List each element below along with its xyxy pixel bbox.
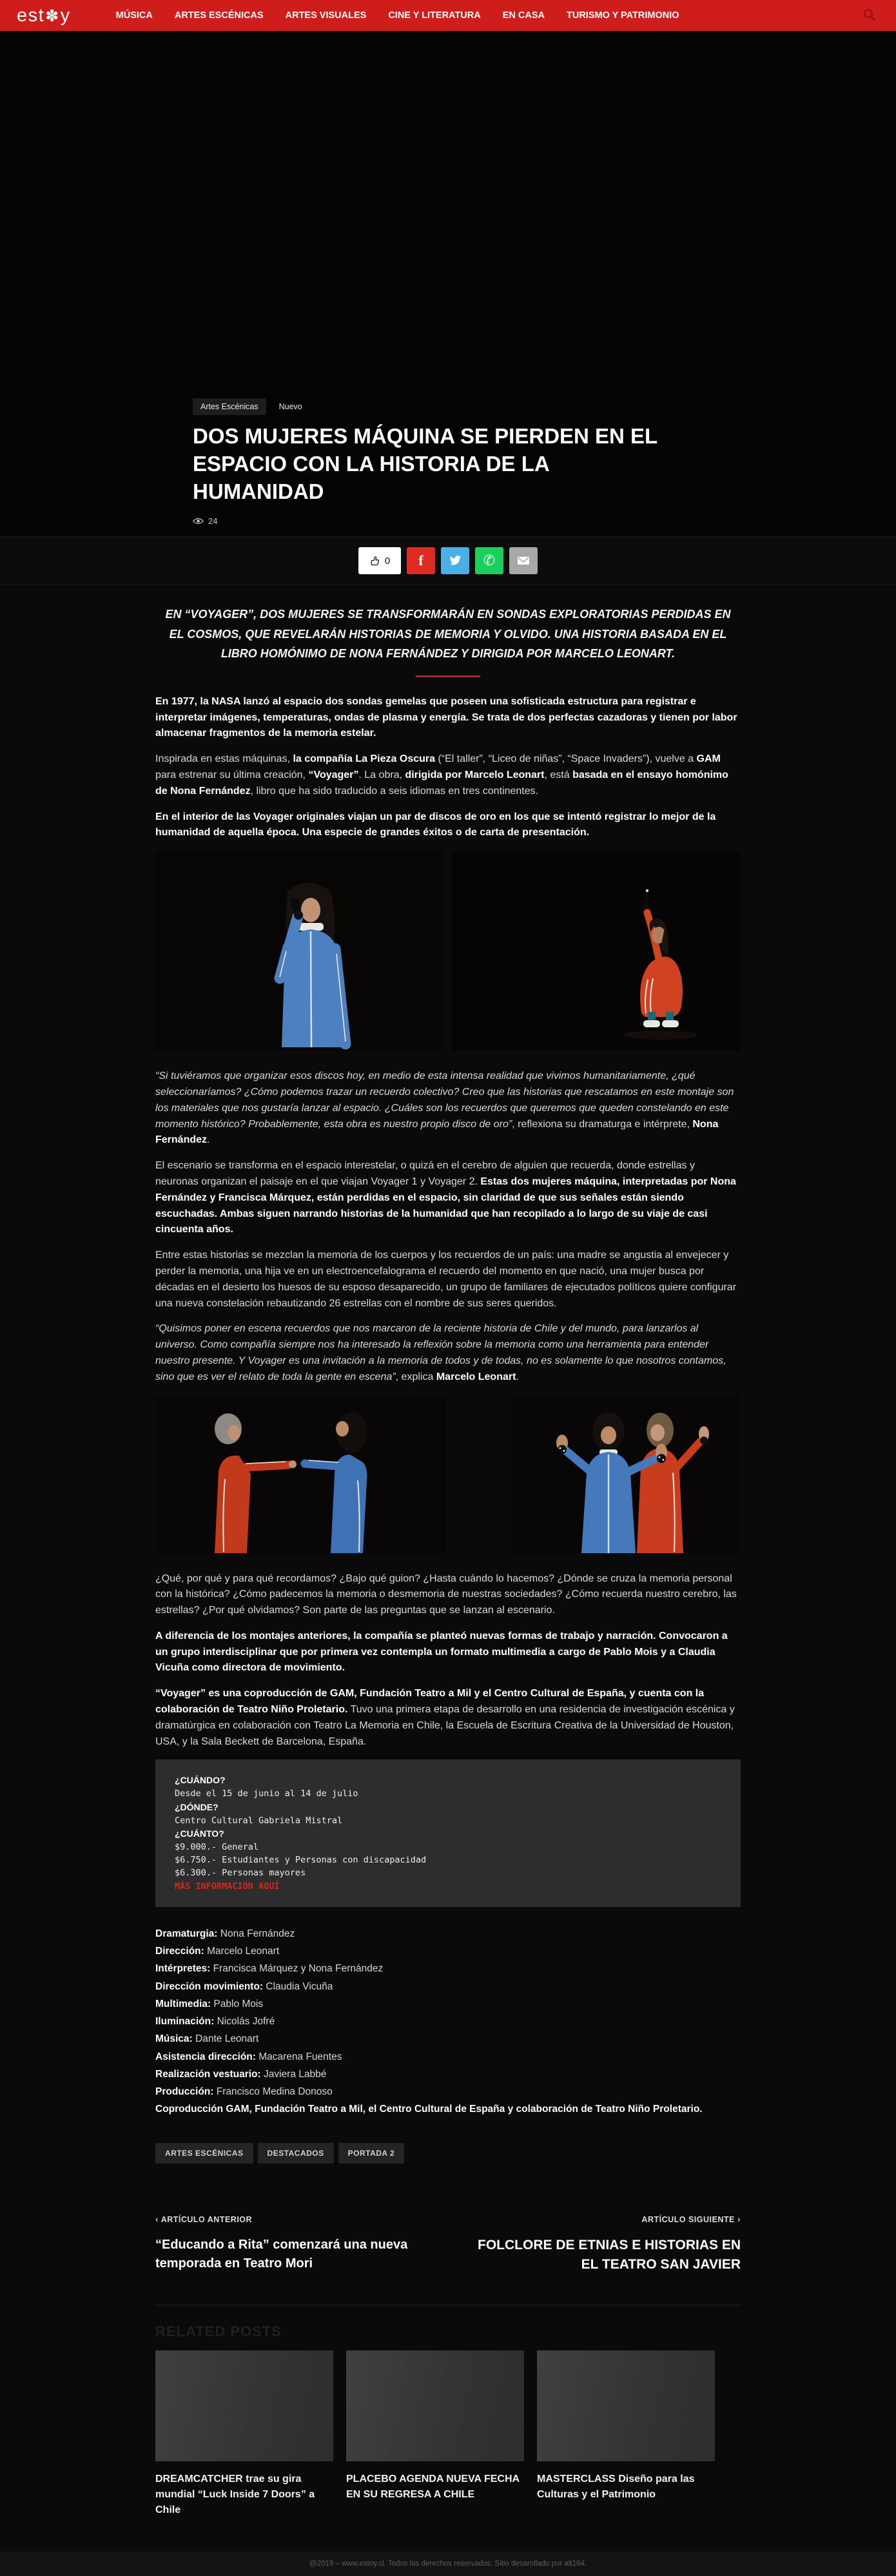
share-bar — [0, 536, 896, 585]
article-paragraph: Inspirada en estas máquinas, la compañía La Pieza Oscura (“El taller”, “Liceo de niñas”, “Space Invaders”), vuelve a GAM para estrenar su última creación, “Voyager”. La obra, dirigida por Marcelo Leonart, está basada en el ensayo homónimo de Nona Fernández, libro que ha sido traducido a seis idiomas en tres continentes. — [155, 753, 728, 797]
related-post-card[interactable] — [346, 2350, 524, 2518]
chevron-left-icon: ‹ — [155, 2213, 159, 2224]
top-nav — [0, 0, 896, 31]
thumbs-up-icon — [369, 556, 380, 567]
tag-destacados[interactable]: DESTACADOS — [258, 2143, 334, 2164]
event-info-line: ¿CUÁNTO? — [175, 1828, 224, 1839]
copyright-text: @2019 – www.estoy.cl. Todos los derechos reservados. Sitio desarollado por alt164. — [309, 2559, 587, 2568]
menu-item-artes-visuales[interactable]: ARTES VISUALES — [285, 10, 367, 21]
site-footer — [0, 2552, 896, 2576]
whatsapp-share-button[interactable] — [475, 547, 503, 574]
related-post-title[interactable]: PLACEBO AGENDA NUEVA FECHA EN SU REGRESA A CHILE — [346, 2473, 520, 2500]
previous-article-title: “Educando a Rita” comenzará una nueva temporada en Teatro Mori — [155, 2237, 408, 2271]
next-article-link[interactable] — [465, 2214, 741, 2275]
article-paragraph: En el interior de las Voyager originales viajan un par de discos de oro en los que se intentó registrar lo mejor de la humanidad de aquella época. Una especie de grandes éxitos o de carta de presentación. — [155, 811, 716, 838]
credit-line: Dirección: Marcelo Leonart — [155, 1946, 280, 1957]
email-share-button[interactable] — [509, 547, 538, 574]
article-photo-performer-blue-phone — [155, 851, 444, 1051]
credit-line: Producción: Francisco Medina Donoso — [155, 2086, 333, 2098]
related-post-thumbnail[interactable] — [537, 2350, 715, 2461]
paragraph-group-1 — [155, 694, 741, 841]
whatsapp-icon: ✆ — [483, 552, 496, 568]
credit-line: Coproducción GAM, Fundación Teatro a Mil, el Centro Cultural de España y colaboración de Teatro Niño Proletario. — [155, 2104, 703, 2115]
article-body — [155, 585, 741, 2518]
site-logo[interactable] — [17, 6, 71, 25]
article-paragraph: Entre estas historias se mezclan la memoria de los cuerpos y los recuerdos de un país: una madre se angustia al envejecer y perder la memoria, una hija ve en un electroencefalograma el recuerdo del momento en que nació, una mujer busca por décadas en el desierto los huesos de su esposo desaparecido, un grupo de familiares de ejecutados políticos quiere configurar una nueva constelación rebautizando 26 estrellas con el nombre de sus seres queridos. — [155, 1250, 737, 1309]
envelope-icon — [517, 556, 530, 566]
related-post-title[interactable]: MASTERCLASS Diseño para las Culturas y el Patrimonio — [537, 2473, 695, 2500]
article-paragraph: “Voyager” es una coproducción de GAM, Fundación Teatro a Mil y el Centro Cultural de España, y cuenta con la colaboración de Teatro Niño Proletario. Tuvo una primera etapa de desarrollo en una residencia de investigación escénica y dramatúrgica en colaboración con Teatro La Memoria en Chile, la Escuela de Escritura Creativa de la Universidad de Houston, USA, y la Sala Beckett de Barcelona, España. — [155, 1688, 735, 1747]
view-count-value: 24 — [208, 516, 218, 526]
lead-divider — [416, 675, 480, 677]
main-menu-list — [116, 10, 679, 21]
credits-list — [155, 1926, 741, 2117]
credit-line: Realización vestuario: Javiera Labbé — [155, 2068, 327, 2080]
next-article-title: FOLCLORE DE ETNIAS E HISTORIAS EN EL TEATRO SAN JAVIER — [478, 2237, 741, 2272]
search-icon — [862, 8, 877, 22]
post-navigation — [155, 2214, 741, 2275]
related-post-thumbnail[interactable] — [346, 2350, 524, 2461]
event-info-line: $9.000.- General — [175, 1841, 259, 1852]
logo-flower-icon: ✽ — [45, 6, 60, 25]
logo-text-prefix: est — [17, 5, 45, 26]
menu-item-turismo-y-patrimonio[interactable]: TURISMO Y PATRIMONIO — [566, 10, 679, 21]
article-paragraph: “Quisimos poner en escena recuerdos que nos marcaron de la reciente historia de Chile y del mundo, para lanzarlos al universo. Como compañía siempre nos ha interesado la reflexión sobre la memoria como una herramienta para entender nuestro presente. Y Voyager es una invitación a la memoria de todos y de todas, no es solamente lo que nosotros contamos, sino que es ver el relato de toda la gente en escena”, explica Marcelo Leonart. — [155, 1323, 726, 1382]
main-menu — [116, 10, 679, 21]
menu-item-musica[interactable]: MÚSICA — [115, 10, 153, 21]
facebook-icon: f — [418, 552, 424, 568]
event-info-line: ¿CUÁNDO? — [175, 1775, 226, 1786]
article-photo-two-performers-palms — [511, 1395, 741, 1553]
article-paragraph: A diferencia de los montajes anteriores, la compañía se planteó nuevas formas de trabajo y narración. Convocaron a un grupo interdisciplinar que por primera vez contempla un formato multimedia a cargo de Pablo Mois y a Claudia Vicuña como directora de movimiento. — [155, 1630, 728, 1674]
logo-text-suffix: y — [60, 5, 71, 26]
breadcrumb-item-artes-escenicas[interactable]: Artes Escénicas — [193, 398, 266, 415]
twitter-icon — [449, 556, 462, 567]
chevron-right-icon: › — [737, 2213, 741, 2224]
article-paragraph: “Si tuviéramos que organizar esos discos hoy, en medio de esta intensa realidad que vivimos humanitariamente, ¿qué seleccionaríamos? ¿Cómo podemos trazar un recuerdo colectivo? Creo que las historias que rescatamos en este montaje son los materiales que nos gustaría lanzar al espacio. ¿Cuáles son los recuerdos que queremos que queden constelando en este momento histórico? Probablemente, esta obra es nuestro propio disco de oro”, reflexiona su dramaturga e intérprete, Nona Fernández. — [155, 1070, 734, 1146]
menu-item-en-casa[interactable]: EN CASA — [502, 10, 545, 21]
credit-line: Dirección movimiento: Claudia Vicuña — [155, 1980, 333, 1992]
credit-line: Dramaturgia: Nona Fernández — [155, 1928, 295, 1939]
related-post-title[interactable]: DREAMCATCHER trae su gira mundial “Luck Inside 7 Doors” a Chile — [155, 2473, 315, 2515]
related-post-card[interactable] — [537, 2350, 715, 2518]
twitter-share-button[interactable] — [441, 547, 469, 574]
previous-article-kicker: ‹ ARTÍCULO ANTERIOR — [155, 2213, 253, 2224]
article-paragraph: ¿Qué, por qué y para qué recordamos? ¿Bajo qué guion? ¿Hasta cuándo lo hacemos? ¿Dónde se cruza la memoria personal con la histórica? ¿Cómo padecemos la memoria o desmemoria de nuestras sociedades? ¿Cómo recuerda nuestro cerebro, las estrellas? ¿Por qué olvidamos? Son parte de las preguntas que se lanzan al escenario. — [155, 1573, 737, 1616]
article-photo-two-performers-facing — [155, 1395, 445, 1553]
page-title: DOS MUJERES MÁQUINA SE PIERDEN EN EL ESPACIO CON LA HISTORIA DE LA HUMANIDAD — [193, 424, 657, 504]
article-image-row-1 — [155, 851, 741, 1051]
article-photo-performer-red-pointing — [452, 851, 741, 1051]
related-post-card[interactable] — [155, 2350, 333, 2518]
next-article-kicker: ARTÍCULO SIGUIENTE › — [641, 2213, 741, 2224]
related-posts-heading: RELATED POSTS — [155, 2323, 282, 2339]
paragraph-group-2 — [155, 1069, 741, 1385]
menu-item-cine-y-literatura[interactable]: CINE Y LITERATURA — [388, 10, 481, 21]
article-paragraph: En 1977, la NASA lanzó al espacio dos sondas gemelas que poseen una sofisticada estructura para registrar e interpretar imágenes, temperaturas, ondas de plasma y energía. Se trata de dos perfectas cazadoras y tienen por labor almacenar fragmentos de la memoria estelar. — [155, 695, 737, 739]
view-count — [193, 516, 741, 526]
event-info-line: $6.300.- Personas mayores — [175, 1868, 306, 1879]
credit-line: Música: Dante Leonart — [155, 2033, 259, 2045]
tag-artes-escenicas[interactable]: ARTES ESCÉNICAS — [155, 2143, 253, 2164]
event-info-line: Centro Cultural Gabriela Mistral — [175, 1815, 343, 1826]
event-info-line: $6.750.- Estudiantes y Personas con discapacidad — [175, 1855, 427, 1866]
credit-line: Multimedia: Pablo Mois — [155, 1998, 264, 2009]
credit-line: Asistencia dirección: Macarena Fuentes — [155, 2051, 342, 2062]
related-post-thumbnail[interactable] — [155, 2350, 333, 2461]
related-posts — [155, 2350, 741, 2518]
article-lead: EN “VOYAGER”, DOS MUJERES SE TRANSFORMARÁN EN SONDAS EXPLORATORIAS PERDIDAS EN EL COSMOS, QUE REVELARÁN HISTORIAS DE MEMORIA Y OLVIDO. UNA HISTORIA BASADA EN EL LIBRO HOMÓNIMO DE NONA FERNÁNDEZ Y DIRIGIDA POR MARCELO LEONART. — [165, 608, 731, 661]
breadcrumb — [193, 398, 741, 415]
event-info-box — [155, 1759, 741, 1907]
credit-line: Iluminación: Nicolás Jofré — [155, 2016, 275, 2028]
paragraph-group-3 — [155, 1571, 741, 1750]
like-count: 0 — [384, 555, 391, 567]
breadcrumb-item-nuevo[interactable]: Nuevo — [278, 402, 302, 412]
previous-article-link[interactable] — [155, 2214, 431, 2275]
more-info-link[interactable]: MÁS INFORMACIÓN AQUÍ — [175, 1881, 280, 1892]
tag-list — [155, 2143, 741, 2164]
like-button[interactable] — [358, 547, 401, 574]
credit-line: Intérpretes: Francisca Márquez y Nona Fernández — [155, 1963, 384, 1975]
article-paragraph: El escenario se transforma en el espacio interestelar, o quizá en el cerebro de alguien que recuerda, donde estrellas y neuronas organizan el paisaje en el que viajan Voyager 1 y Voyager 2. Estas dos mujeres máquina, interpretadas por Nona Fernández y Francisca Márquez, están perdidas en el espacio, sin claridad de que sus señales están siendo escuchadas. Ambas siguen narrando historias de la humanidad que han recopilado a lo largo de su viaje de casi cincuenta años. — [155, 1160, 736, 1235]
facebook-share-button[interactable] — [407, 547, 435, 574]
event-info-line: ¿DÓNDE? — [175, 1801, 219, 1812]
article-image-row-2 — [155, 1395, 741, 1553]
event-info-line: Desde el 15 de junio al 14 de julio — [175, 1788, 358, 1799]
menu-item-artes-escenicas[interactable]: ARTES ESCÉNICAS — [174, 10, 264, 21]
tag-portada-2[interactable]: PORTADA 2 — [338, 2143, 405, 2164]
article-hero — [0, 31, 896, 536]
eye-icon — [193, 518, 204, 525]
search-button[interactable] — [860, 5, 879, 26]
